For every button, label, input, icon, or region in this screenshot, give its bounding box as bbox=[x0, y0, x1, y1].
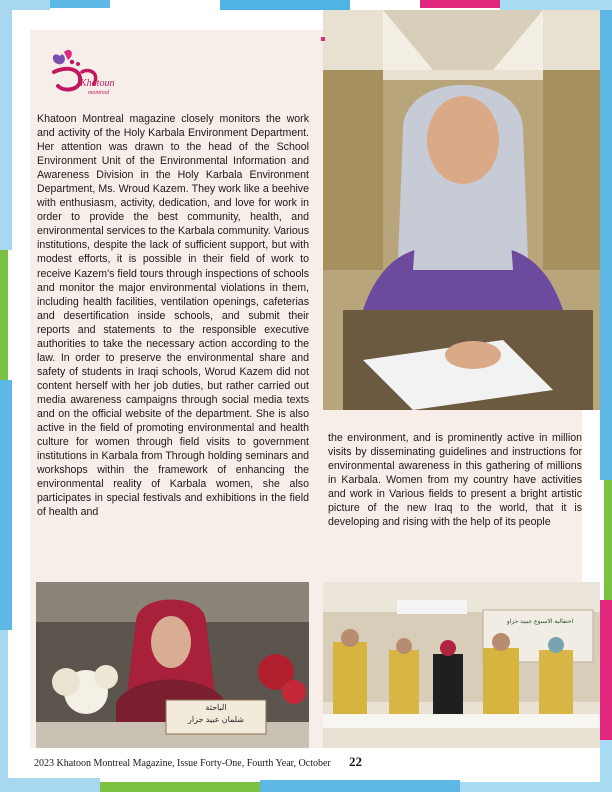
group-photo bbox=[323, 582, 600, 748]
article-column-1: Khatoon Montreal magazine closely monitors the work and activity of the Holy Karbala Environment Department. Her attention was drawn to the head of the School Environment Unit of the Environmental Information and Awareness Division in the Holy Karbala Environment Department, Ms. Wroud Kazem. They work like a beehive with enthusiasm, activity, dedication, and love for work in order to provide the best community, health, and environmental services to the Karbala community. Various institutions, despite the lack of sufficient support, but with modest efforts, it is possible in their field of work to receive Kazem's field tours through inspections of schools and monitor the major environmental violations in them, including health facilities, ventilation openings, cafeterias and desertification inside schools, and submit their reports and statements to the responsible executive authorities to take the necessary action according to the law. In order to preserve the environmental share and safety of students in Iraqi schools, Worud Kazem did not content herself with her job duties, but rather carried out media awareness campaigns through social media texts and on the official website of the department. She is also active in the field of promoting environmental and health culture for women through field visits to government institutions in Karbala from Through holding seminars and workshops within the framework of enhancing the environmental reality of Karbala women, she also participates in special festivals and exhibitions in the field of health and bbox=[37, 113, 309, 519]
footer-caption: 2023 Khatoon Montreal Magazine, Issue Forty-One, Fourth Year, October bbox=[34, 758, 331, 769]
khatoun-logo-icon bbox=[42, 42, 122, 100]
event-banner: احتفالية الاسبوع عيبيد حزاو bbox=[506, 619, 574, 625]
nameplate: الباحثة شلمان عبيد جزار bbox=[188, 703, 244, 724]
desk-photo bbox=[36, 582, 309, 748]
page-number: 22 bbox=[349, 754, 362, 769]
logo-name: Khatoun bbox=[80, 78, 115, 89]
article-column-2: the environment, and is prominently active in million visits by disseminating guidelines and instructions for environmental awareness in this gathering of millions in Karbala. Women from my country have activities and work in Various fields to present a bright artistic picture of the new Iraq to the world, that it is developing and rising with the help of its people bbox=[328, 432, 582, 529]
portrait-photo bbox=[323, 10, 600, 410]
logo-sub: montreal bbox=[88, 90, 110, 96]
marker-dot bbox=[321, 37, 325, 41]
